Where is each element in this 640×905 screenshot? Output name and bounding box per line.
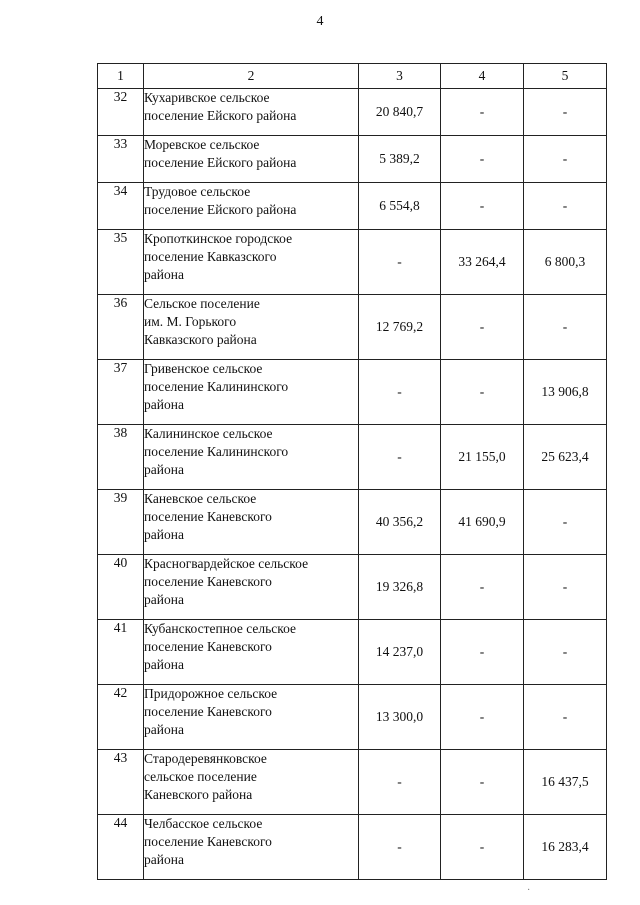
- settlement-name-line: района: [144, 527, 184, 542]
- value-c3: -: [359, 230, 441, 295]
- row-number: 37: [98, 360, 144, 425]
- table-row: [98, 89, 607, 136]
- value-c3: 6 554,8: [359, 183, 441, 230]
- settlement-name-line: Стародеревянковское: [144, 751, 267, 766]
- row-number: 44: [98, 815, 144, 880]
- row-number: 41: [98, 620, 144, 685]
- table-row: [98, 620, 607, 685]
- column-header: 3: [359, 64, 441, 89]
- value-c4: -: [441, 815, 524, 880]
- row-number: 32: [98, 89, 144, 136]
- table-row: [98, 183, 607, 230]
- settlement-name-line: Трудовое сельское: [144, 184, 251, 199]
- column-header: 2: [144, 64, 359, 89]
- settlement-name: [144, 89, 359, 136]
- value-c5: 16 283,4: [524, 815, 607, 880]
- settlement-name-line: поселение Каневского: [144, 639, 272, 654]
- settlement-name-line: сельское поселение: [144, 769, 257, 784]
- row-number: 38: [98, 425, 144, 490]
- value-c3: -: [359, 360, 441, 425]
- column-header: 4: [441, 64, 524, 89]
- row-number: 40: [98, 555, 144, 620]
- value-c5: -: [524, 620, 607, 685]
- page-number: 4: [316, 14, 324, 29]
- value-c5: -: [524, 136, 607, 183]
- table-row: [98, 360, 607, 425]
- value-c4: -: [441, 620, 524, 685]
- data-table: [97, 63, 607, 880]
- settlement-name-line: Каневское сельское: [144, 491, 257, 506]
- value-c4: -: [441, 360, 524, 425]
- table-row: [98, 230, 607, 295]
- settlement-name-line: поселение Каневского: [144, 834, 272, 849]
- settlement-name-line: Каневского района: [144, 787, 253, 802]
- settlement-name-line: района: [144, 592, 184, 607]
- value-c3: 5 389,2: [359, 136, 441, 183]
- value-c4: 41 690,9: [441, 490, 524, 555]
- table-row: [98, 815, 607, 880]
- value-c5: -: [524, 490, 607, 555]
- settlement-name-line: Придорожное сельское: [144, 686, 278, 701]
- settlement-name-line: поселение Ейского района: [144, 202, 297, 217]
- value-c3: 20 840,7: [359, 89, 441, 136]
- value-c3: -: [359, 425, 441, 490]
- settlement-name: [144, 425, 359, 490]
- value-c4: -: [441, 89, 524, 136]
- row-number: 35: [98, 230, 144, 295]
- settlement-name-line: поселение Ейского района: [144, 108, 297, 123]
- table-row: [98, 555, 607, 620]
- value-c4: -: [441, 555, 524, 620]
- row-number: 33: [98, 136, 144, 183]
- settlement-name: [144, 620, 359, 685]
- value-c3: -: [359, 815, 441, 880]
- settlement-name: [144, 685, 359, 750]
- settlement-name: [144, 295, 359, 360]
- value-c3: -: [359, 750, 441, 815]
- settlement-name-line: поселение Ейского района: [144, 155, 297, 170]
- value-c5: -: [524, 555, 607, 620]
- settlement-name-line: поселение Каневского: [144, 509, 272, 524]
- settlement-name: [144, 136, 359, 183]
- table-row: [98, 490, 607, 555]
- settlement-name: [144, 750, 359, 815]
- settlement-name-line: Моревское сельское: [144, 137, 260, 152]
- settlement-name: [144, 555, 359, 620]
- settlement-name-line: района: [144, 657, 184, 672]
- settlement-name-line: Кухаривское сельское: [144, 90, 270, 105]
- value-c4: -: [441, 183, 524, 230]
- column-header: 5: [524, 64, 607, 89]
- value-c3: 40 356,2: [359, 490, 441, 555]
- settlement-name-line: Кубанскостепное сельское: [144, 621, 297, 636]
- table-row: [98, 295, 607, 360]
- row-number: 36: [98, 295, 144, 360]
- settlement-name-line: поселение Каневского: [144, 704, 272, 719]
- scan-mark: ·: [527, 885, 531, 896]
- settlement-name-line: Кавказского района: [144, 332, 257, 347]
- settlement-name-line: Сельское поселение: [144, 296, 260, 311]
- settlement-name-line: Челбасское сельское: [144, 816, 263, 831]
- value-c4: 33 264,4: [441, 230, 524, 295]
- settlement-name: [144, 183, 359, 230]
- table-row: [98, 685, 607, 750]
- settlement-name-line: Кропоткинское городское: [144, 231, 293, 246]
- settlement-name-line: района: [144, 462, 184, 477]
- settlement-name-line: поселение Калининского: [144, 379, 289, 394]
- settlement-name-line: им. М. Горького: [144, 314, 237, 329]
- value-c5: -: [524, 183, 607, 230]
- column-header: 1: [98, 64, 144, 89]
- value-c5: -: [524, 295, 607, 360]
- value-c4: -: [441, 750, 524, 815]
- settlement-name-line: поселение Кавказского: [144, 249, 277, 264]
- value-c3: 14 237,0: [359, 620, 441, 685]
- value-c5: -: [524, 89, 607, 136]
- value-c3: 12 769,2: [359, 295, 441, 360]
- row-number: 43: [98, 750, 144, 815]
- row-number: 39: [98, 490, 144, 555]
- settlement-name-line: Гривенское сельское: [144, 361, 263, 376]
- value-c5: 6 800,3: [524, 230, 607, 295]
- row-number: 34: [98, 183, 144, 230]
- value-c5: 25 623,4: [524, 425, 607, 490]
- settlement-name-line: района: [144, 722, 184, 737]
- value-c3: 19 326,8: [359, 555, 441, 620]
- settlement-name-line: Калининское сельское: [144, 426, 273, 441]
- value-c3: 13 300,0: [359, 685, 441, 750]
- value-c4: -: [441, 136, 524, 183]
- row-number: 42: [98, 685, 144, 750]
- value-c5: 16 437,5: [524, 750, 607, 815]
- value-c5: 13 906,8: [524, 360, 607, 425]
- value-c4: -: [441, 685, 524, 750]
- table-row: [98, 425, 607, 490]
- settlement-name-line: района: [144, 397, 184, 412]
- value-c5: -: [524, 685, 607, 750]
- settlement-name: [144, 490, 359, 555]
- settlement-name: [144, 360, 359, 425]
- value-c4: 21 155,0: [441, 425, 524, 490]
- table-row: [98, 750, 607, 815]
- settlement-name-line: поселение Каневского: [144, 574, 272, 589]
- table-row: [98, 136, 607, 183]
- settlement-name-line: района: [144, 852, 184, 867]
- table-header-row: [98, 64, 607, 89]
- settlement-name-line: поселение Калининского: [144, 444, 289, 459]
- settlement-name-line: Красногвардейское сельское: [144, 556, 309, 571]
- value-c4: -: [441, 295, 524, 360]
- settlement-name-line: района: [144, 267, 184, 282]
- settlement-name: [144, 815, 359, 880]
- settlement-name: [144, 230, 359, 295]
